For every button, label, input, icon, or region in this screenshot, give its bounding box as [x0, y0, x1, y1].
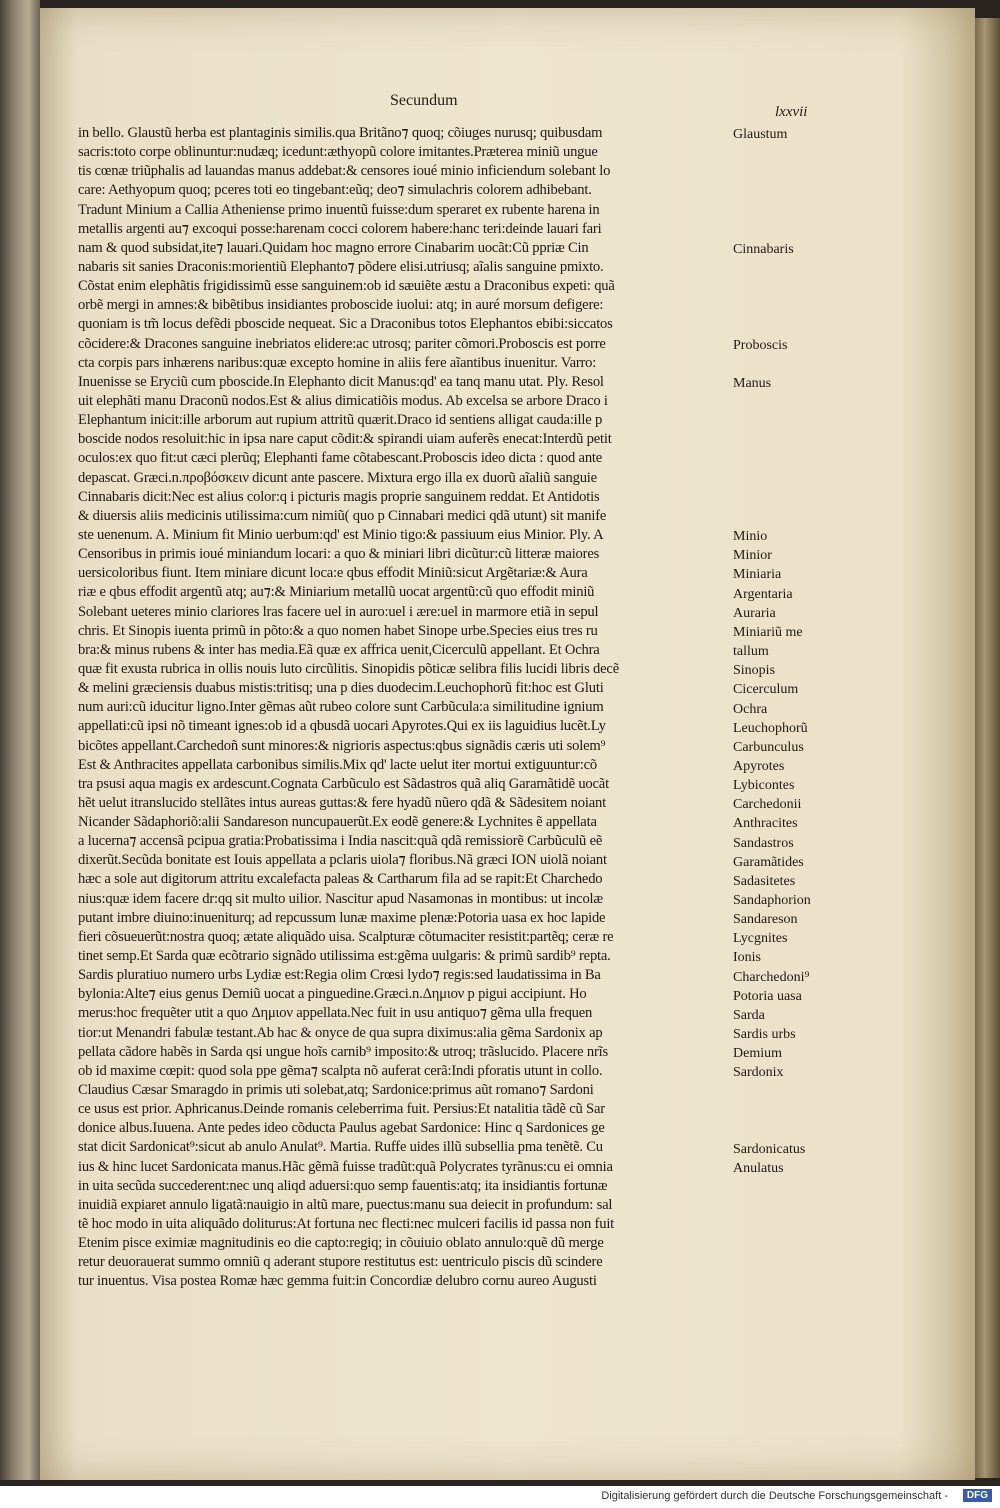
text-line: nabaris sit sanies Draconis:morientiũ Elephanto⁊ põdere elisi.utriusq; aĩalis sanguine pmixto. — [78, 258, 604, 275]
text-line: ius & hinc lucet Sardonicata manus.Hãc gẽmã fuisse tradũt:quã Polycrates tyrãnus:cu ei omnia — [78, 1158, 613, 1175]
margin-note: Sadasitetes — [733, 873, 796, 889]
text-line: Cinnabaris dicit:Nec est alius color:q i picturis magis proprie sanguinem reddat. Et Antidotis — [78, 488, 600, 505]
margin-note: Carbunculus — [733, 739, 804, 755]
text-line: chris. Et Sinopis iuenta primũ in põto:& a quo nomen habet Sinope urbe.Species eius tres ru — [78, 622, 598, 639]
page-stack-edge — [975, 18, 1000, 1478]
text-line: Nicander Sãdaphoriõ:alii Sandareson nuncupauerũt.Ex eodẽ genere:& Lychnites ẽ appellata — [78, 814, 597, 831]
text-line: stat dicit Sardonicat⁹:sicut ab anulo Anulat⁹. Martia. Ruffe uides illũ subsellia pma tenẽtẽ. Cu — [78, 1139, 603, 1156]
margin-note: Charchedoni⁹ — [733, 969, 810, 985]
margin-note: Anulatus — [733, 1161, 784, 1177]
margin-note: Auraria — [733, 605, 776, 621]
text-line: inuidiã expiaret annulo ligatã:nauigio in altũ mare, puectus:manu sua deiecit in profundum: sal — [78, 1196, 613, 1213]
margin-note: Sardis urbs — [733, 1027, 796, 1043]
footer-bar — [0, 1486, 1000, 1508]
margin-note: Sandareson — [733, 912, 798, 928]
text-line: sacris:toto corpe oblinuntur:nudæq; icedunt:æthyopũ colore imitantes.Præterea miniũ ungue — [78, 144, 598, 161]
text-line: in bello. Glaustũ herba est plantaginis similis.qua Britãno⁊ quoq; cõiuges nurusq; quibusdam — [78, 125, 603, 141]
text-line: putant imbre diuino:inueniturq; ad repcussum lunæ maxime plenæ:Potoria uasa ex hoc lapide — [78, 909, 606, 926]
text-line: & diuersis aliis medicinis utilissima:cum nimiũ( quo p Cinnabari medici qdã utunt) sit manife — [78, 507, 607, 524]
text-line: ob id maxime cœpit: quod sola ppe gẽma⁊ scalpta nõ auferat cerã:Indi pforatis utunt in collo. — [78, 1062, 603, 1079]
margin-note: Sardonicatus — [733, 1141, 806, 1157]
text-line: Etenim pisce eximiæ magnitudinis eo die capto:regiq; in cõuiuio oblato annulo:quẽ dũ merge — [78, 1235, 604, 1252]
margin-note: Miniaria — [733, 567, 782, 583]
text-line: num auri:cũ iducitur ligno.Inter gẽmas aũt rubeo colore sunt Carbũcula:a similitudine ignium — [78, 699, 604, 716]
text-line: hẽt uelut itranslucido stellãtes intus aureas guttas:& fere hyadũ nũero qdã & Sãdesitem noiant — [78, 794, 606, 811]
margin-note: Sardonix — [733, 1065, 784, 1081]
margin-note: Proboscis — [733, 337, 788, 353]
text-line: Elephantum inicit:ille arborum aut rupium attritũ quærit.Draco id sentiens alligat cauda:ille p — [78, 412, 603, 429]
text-line: Solebant ueteres minio clariores lras facere uel in auro:uel i ære:uel in marmore etiã in sepul — [78, 603, 599, 620]
text-line: quoniam is tm̃ locus defẽdi pboscide nequeat. Sic a Draconibus totos Elephantos ebibi:siccatos — [78, 316, 613, 333]
text-line: ce usus est prior. Aphricanus.Deinde romanis celeberrima fuit. Persius:Et natalitia tãdẽ cũ Sar — [78, 1101, 605, 1118]
running-header: Secundum — [390, 92, 458, 109]
margin-note: Glaustum — [733, 127, 788, 142]
text-line: Est & Anthracites appellata carbonibus similis.Mix qd' lacte uelut iter mortui extiguuntur:cõ — [78, 756, 598, 773]
margin-note: Garamãtides — [733, 854, 804, 870]
text-line: tur inuentus. Visa postea Romæ hæc gemma fuit:in Concordiæ delubro cornu aureo Augusti — [78, 1273, 597, 1290]
margin-note: Apyrotes — [733, 758, 785, 774]
text-line: orbẽ mergi in amnes:& bibẽtibus insidiantes proboscide iuolui: atq; in auré morsum defigere: — [78, 297, 604, 314]
text-line: ste uenenum. A. Minium fit Minio uerbum:qd' est Minio tigo:& passiuum eius Minior. Ply. A — [78, 526, 604, 543]
text-line: tinet semp.Et Sarda quæ ecõtrario signãdo utilissima est:gẽma uulgaris: & primũ sardib⁹ repta. — [78, 948, 611, 965]
margin-note: Minior — [733, 548, 772, 564]
text-line: boscide nodos resoluit:hic in ipsa nare caput cõdit:& spirandi uiam auferẽs enecat:Interdũ petit — [78, 431, 612, 448]
text-line: tis cœnæ triũphalis ad lauandas manus addebat:& censores ioué minio inficiendum solebant lo — [78, 163, 611, 180]
text-line: a lucerna⁊ accensã pcipua gratia:Probatissima i India nascit:quã qdã remissiorẽ Carbũculũ eẽ — [78, 833, 603, 850]
text-line: tẽ hoc modo in uita aliquãdo doliturus:At fortuna nec flecti:nec mulceri facilis id passa non fuit — [78, 1216, 615, 1233]
text-line: quæ fit exusta rubrica in ollis nouis luto circũlitis. Sinopidis põticæ selibra filis lucidi libris decẽ — [78, 660, 619, 677]
folio-number: lxxvii — [775, 104, 808, 120]
text-line: nam & quod subsidat,ite⁊ lauari.Quidam hoc magno errore Cinabarim uocãt:Cũ ppriæ Cin — [78, 239, 589, 256]
margin-note: Miniariũ me — [733, 624, 803, 640]
dfg-logo: DFG — [963, 1489, 992, 1502]
margin-note: Cicerculum — [733, 682, 799, 698]
text-line: Inuenisse se Eryciũ cum pboscide.In Elephanto dicit Manus:qd' ea tanq manu utat. Ply. Resol — [78, 373, 604, 390]
text-line: fieri cõsueuerũt:nostra quoq; ætate aliquãdo uisa. Scalpturæ cõtumaciter resistit:partẽq; ceræ re — [78, 928, 614, 945]
margin-note: Sandaphorion — [733, 893, 811, 908]
text-line: retur deuorauerat summo omniũ q aderant stupore restitutus est: uentriculo piscis dũ scindere — [78, 1254, 603, 1271]
funding-notice: Digitalisierung gefördert durch die Deutsche Forschungsgemeinschaft - — [601, 1490, 948, 1502]
margin-note: Demium — [733, 1046, 782, 1062]
text-line: tior:ut Menandri fabulæ testant.Ab hac & onyce de qua supra diximus:alia gẽma Sardonix ap — [78, 1024, 603, 1041]
text-line: bicõtes appellant.Carchedoñ sunt minores:& nigrioris aspectus:qbus signãdis cæris uti solem⁹ — [78, 737, 606, 754]
text-line: dixerũt.Secũda bonitate est Iouis appellata a pclaris uiola⁊ floribus.Nã græci ION uiolã noiant — [78, 852, 607, 869]
text-line: Censoribus in primis ioué miniandum locari: a quo & miniari libri dicũtur:cũ litteræ maiores — [78, 546, 600, 563]
main-text-column — [78, 124, 734, 1292]
text-line: oculos:ex quo fit:ut cæci plerũq; Elephanti fame cõtabescant.Proboscis ideo dicta : quod ante — [78, 450, 603, 467]
margin-note: Lybicontes — [733, 778, 795, 794]
text-line: in uita secũda succederent:nec unq aliqd aduersi:quo semp fauentis:atq; ita insidiantis fortunæ — [78, 1177, 608, 1194]
margin-note: Carchedonii — [733, 797, 802, 813]
text-line: tra psusi aqua magis ex ardescunt.Cognata Carbũculo est Sãdastros quã aliq Garamãtidẽ uocãt — [78, 775, 609, 792]
margin-note: Leuchophorũ — [733, 720, 808, 736]
text-line: uersicoloribus fiunt. Item miniare dicunt loca:e qbus effodit Miniũ:sicut Argẽtariæ:& Aura — [78, 565, 588, 582]
text-line: cta corpis pars inhærens naribus:quæ excepto homine in aliis fere aĩantibus inuenitur. Varro: — [78, 354, 597, 371]
text-line: Claudius Cæsar Smaragdo in primis uti solebat,atq; Sardonice:primus aũt romano⁊ Sardoni — [78, 1082, 594, 1099]
margin-note: Ionis — [733, 950, 761, 966]
margin-note: Sinopis — [733, 663, 776, 679]
text-line: & melini græciensis duabus mistis:tritisq; una p dies duodecim.Leuchophorũ fit:hoc est Gluti — [78, 680, 604, 697]
text-line: Tradunt Minium a Callia Atheniense primo inuentũ fuisse:dum speraret ex rubente harena in — [78, 201, 600, 218]
text-line: bylonia:Alte⁊ eius genus Demiũ uocat a pinguedine.Græci.n.Δημιον p pigui accipiunt. Ho — [78, 986, 587, 1003]
text-line: merus:hoc frequẽter utit a quo Δημιον appellata.Nec fuit in usu antiquo⁊ gẽma ulla frequen — [78, 1005, 593, 1022]
margin-note: Minio — [733, 529, 768, 545]
text-line: bra:& minus rubens & inter has media.Eã quæ ex affrica uenit,Cicerculũ appellant. Et Ochra — [78, 641, 600, 658]
text-line: cõcidere:& Dracones sanguine inebriatos elidere:ac utrosq; pariter cõmori.Proboscis est porre — [78, 335, 606, 352]
margin-note: Sandastros — [733, 835, 794, 851]
text-line: riæ e qbus effodit argentũ atq; au⁊:& Miniarium metallũ uocat argentũ:cũ quo effodit miniũ — [78, 584, 595, 601]
text-line: depascat. Græci.n.προβόσκειν dicunt ante pascere. Mixtura ergo illa ex duorũ aĩaliũ sanguie — [78, 469, 597, 486]
margin-note: Argentaria — [733, 586, 793, 602]
margin-note: tallum — [733, 644, 769, 660]
left-page-text-fragment — [4, 30, 38, 1470]
text-line: appellati:cũ ipsi nõ timeant ignes:ob id a qbusdã uocari Apyrotes.Qui ex iis laguidius lucẽt.Ly — [78, 718, 606, 735]
text-line: Sardis pluratiuo numero urbs Lydiæ est:Regia olim Crœsi lydo⁊ regis:sed laudatissima in Ba — [78, 967, 601, 984]
margin-note: Manus — [733, 375, 772, 391]
margin-note: Cinnabaris — [733, 241, 794, 257]
text-line: uit elephãti manu Draconũ nodos.Est & alius dimicatiõis modus. Ab excelsa se arbore Draco i — [78, 392, 608, 409]
text-line: hæc a sole aut digitorum attritu excalefacta paleas & Cartharum fila ad se rapit:Et Charchedo — [78, 871, 603, 888]
left-page-edge — [0, 0, 40, 1480]
margin-note: Lycgnites — [733, 931, 788, 947]
margin-note: Potoria uasa — [733, 988, 802, 1004]
text-line: care: Aethyopum quoq; pceres toti eo tingebant:eũq; deo⁊ simulachris colorem adhibebant. — [78, 182, 592, 199]
text-line: metallis argenti au⁊ excoqui posse:harenam cocci colorem habere:hanc teri:deinde lauari fari — [78, 220, 602, 237]
margin-note: Anthracites — [733, 816, 798, 832]
text-line: pellata cãdore habẽs in Sarda qsi ungue hoĩs carnib⁹ imposito:& utroq; trãslucido. Placere nrĩs — [78, 1043, 608, 1060]
text-line: Cõstat enim elephãtis frigidissimũ esse sanguinem:ob id sæuiẽte æstu a Draconibus expeti: quã — [78, 278, 615, 295]
margin-note: Ochra — [733, 701, 768, 717]
text-line: donice albus.Iuuena. Ante pedes ideo cõducta Paulus agebat Sardonice: Hinc q Sardonices ge — [78, 1120, 605, 1137]
margin-note: Sarda — [733, 1007, 765, 1023]
text-line: nius:quæ idem facere dr:qq sit multo uilior. Nascitur apud Nasamonas in montibus: ut incolæ — [78, 890, 603, 907]
